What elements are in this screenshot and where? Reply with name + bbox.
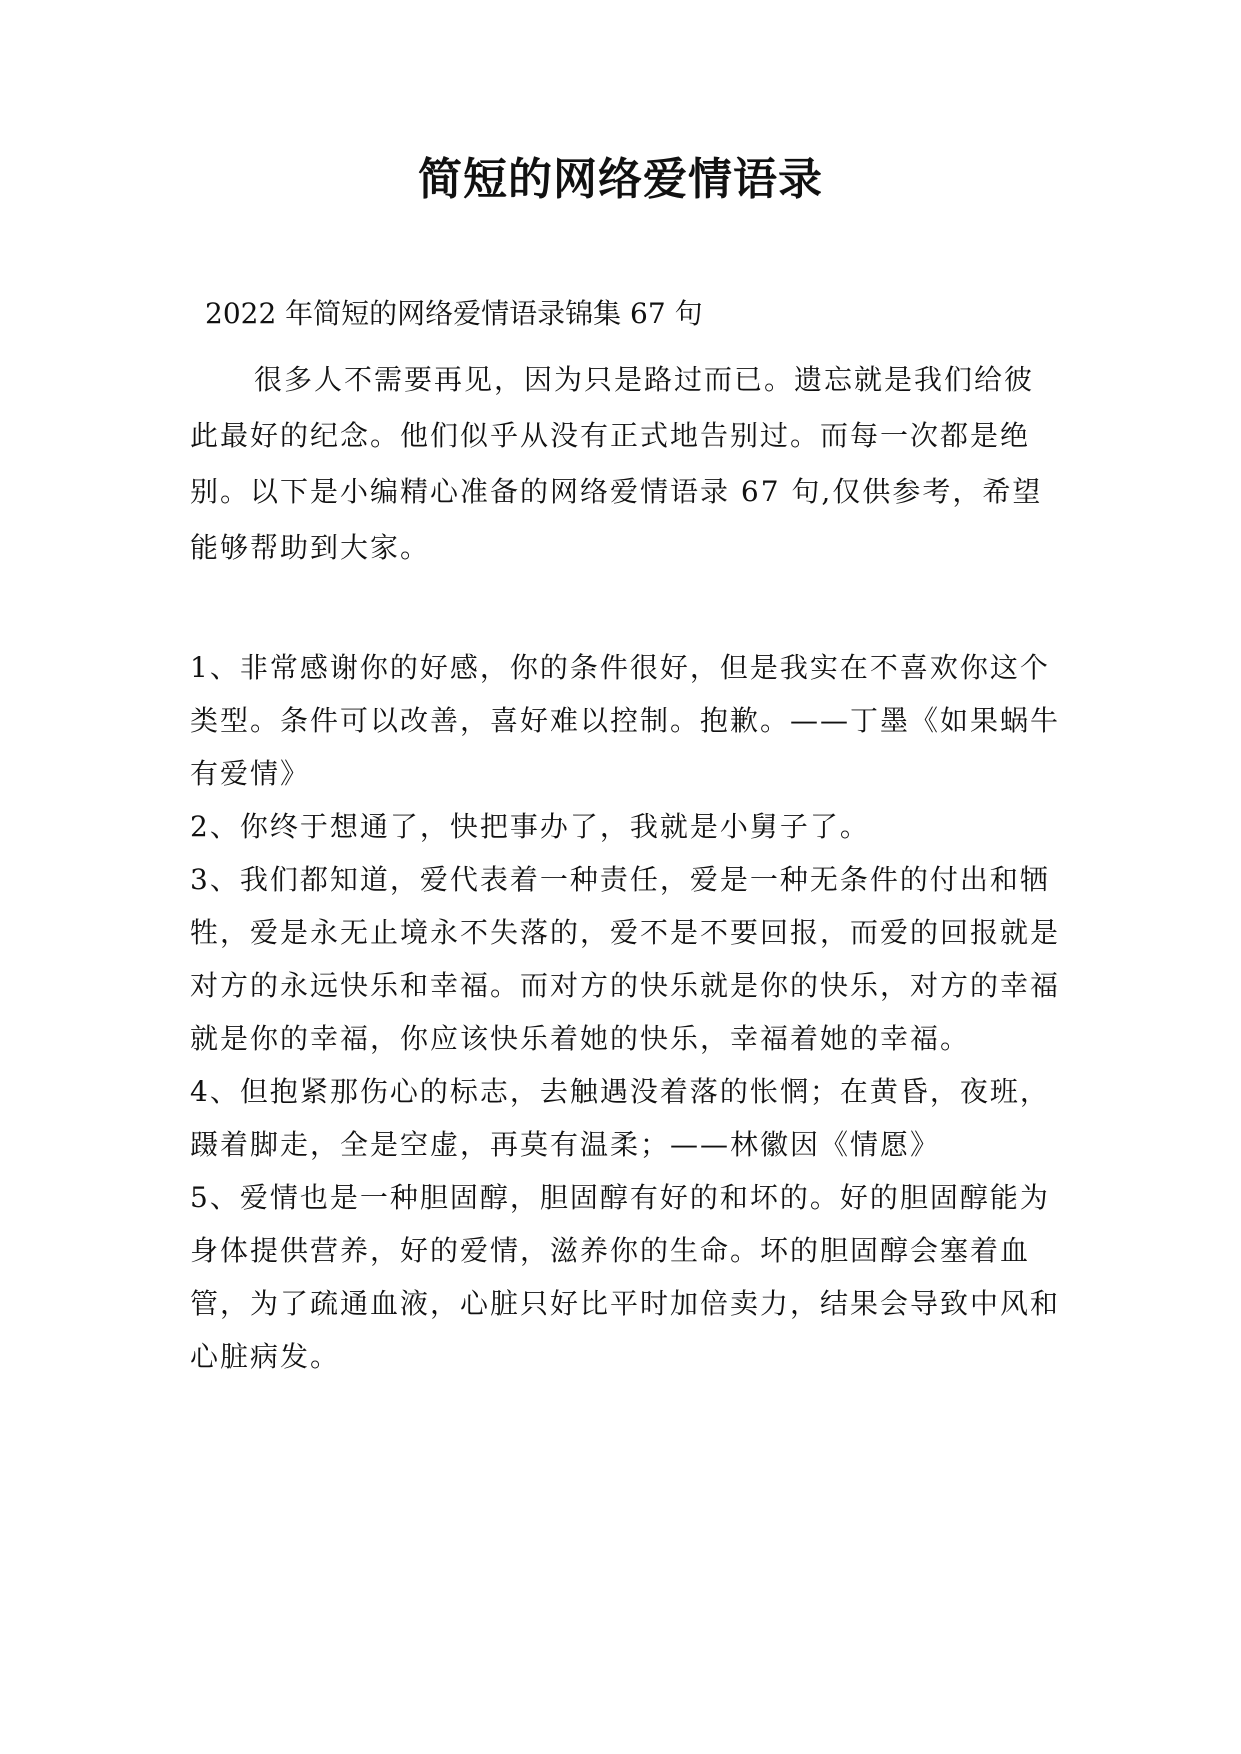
intro-paragraph: 很多人不需要再见，因为只是路过而已。遗忘就是我们给彼此最好的纪念。他们似乎从没有正式地告别过。而每一次都是绝别。以下是小编精心准备的网络爱情语录 67 句,仅供参考，希望能够帮助到大家。 bbox=[190, 363, 1043, 564]
quote-list bbox=[190, 641, 1060, 1383]
quote-item-3: 3、我们都知道，爱代表着一种责任，爱是一种无条件的付出和牺牲，爱是永无止境永不失落的，爱不是不要回报，而爱的回报就是对方的永远快乐和幸福。而对方的快乐就是你的快乐，对方的幸福就是你的幸福，你应该快乐着她的快乐，幸福着她的幸福。 bbox=[190, 863, 1061, 1055]
quote-item-2: 2、你终于想通了，快把事办了，我就是小舅子了。 bbox=[190, 810, 870, 843]
document-title: 简短的网络爱情语录 bbox=[418, 154, 823, 205]
quote-item-4: 4、但抱紧那伤心的标志，去触遇没着落的怅惘；在黄昏，夜班，蹑着脚走，全是空虚，再莫有温柔；——林徽因《情愿》 bbox=[190, 1075, 1050, 1161]
quote-item-1: 1、非常感谢你的好感，你的条件很好，但是我实在不喜欢你这个类型。条件可以改善，喜好难以控制。抱歉。——丁墨《如果蜗牛有爱情》 bbox=[190, 651, 1061, 790]
document-subtitle: 2022 年简短的网络爱情语录锦集 67 句 bbox=[205, 297, 703, 330]
intro-section bbox=[190, 352, 1060, 576]
quote-item-5: 5、爱情也是一种胆固醇，胆固醇有好的和坏的。好的胆固醇能为身体提供营养，好的爱情，滋养你的生命。坏的胆固醇会塞着血管，为了疏通血液，心脏只好比平时加倍卖力，结果会导致中风和心脏病发。 bbox=[190, 1181, 1061, 1373]
